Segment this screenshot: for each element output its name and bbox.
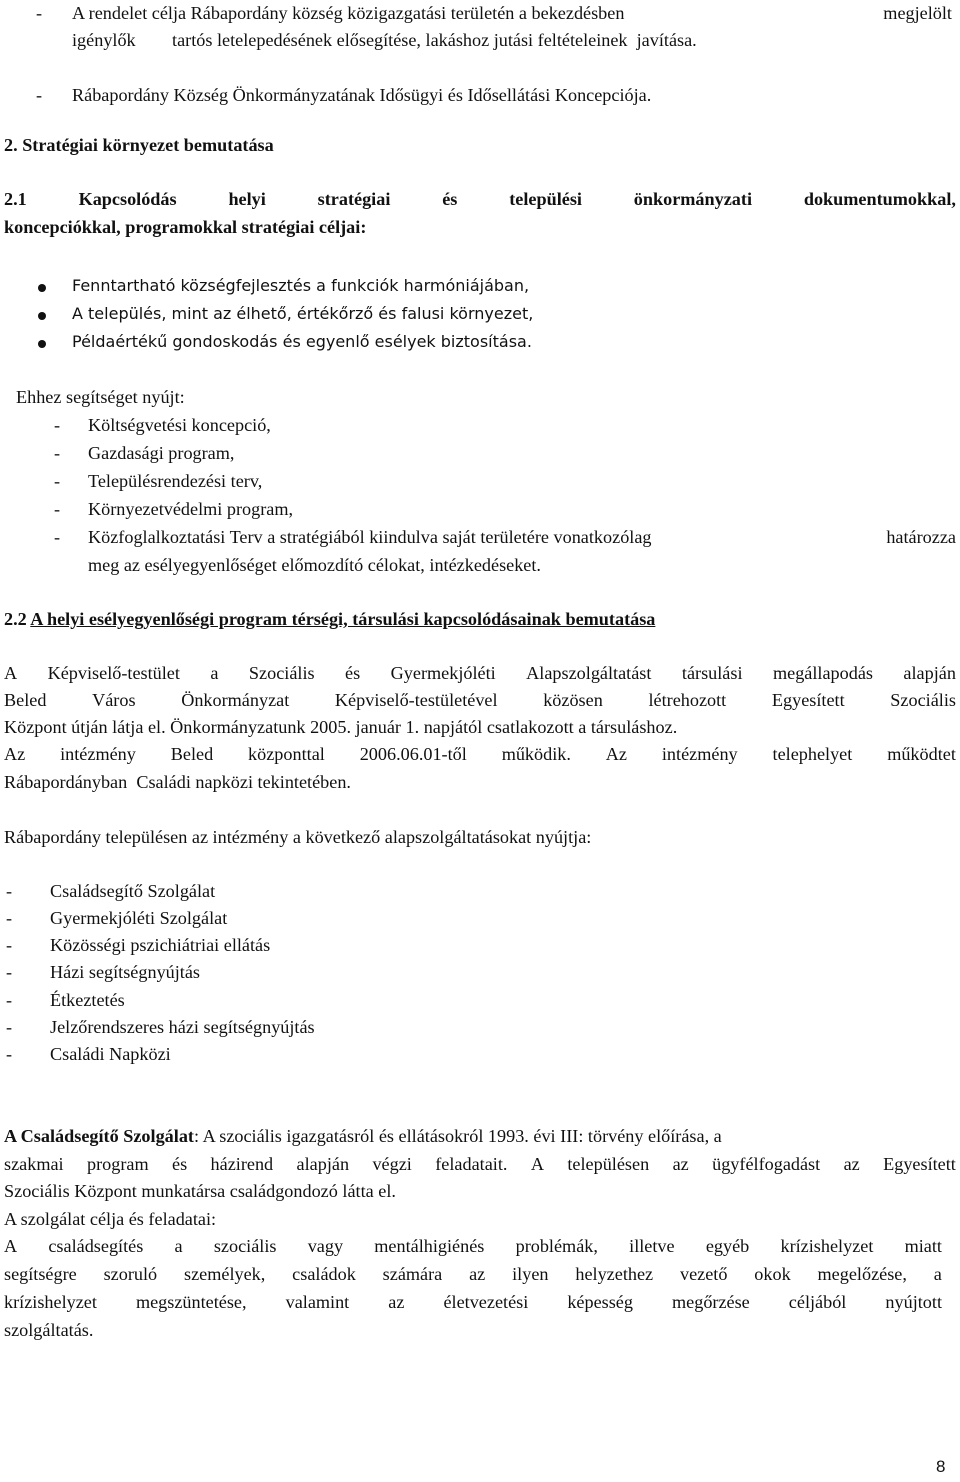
help-item: Környezetvédelmi program, bbox=[88, 499, 294, 519]
paragraph-line bbox=[4, 1265, 942, 1283]
dash: - bbox=[6, 881, 13, 901]
word: alapján bbox=[903, 663, 956, 683]
heading-word: dokumentumokkal, bbox=[803, 189, 956, 209]
dash: - bbox=[6, 990, 13, 1010]
heading-word: települési bbox=[509, 189, 582, 209]
word: ügyfélfogadást bbox=[712, 1154, 821, 1174]
word: problémák, bbox=[515, 1236, 598, 1256]
heading-word: stratégiai bbox=[317, 189, 391, 209]
word: Önkormányzat bbox=[181, 690, 290, 710]
word: miatt bbox=[904, 1236, 942, 1256]
word: az bbox=[388, 1292, 405, 1312]
paragraph-line bbox=[4, 1293, 942, 1311]
help-intro: Ehhez segítséget nyújt: bbox=[16, 387, 185, 407]
word: intézmény bbox=[60, 744, 136, 764]
service-item: Gyermekjóléti Szolgálat bbox=[50, 908, 228, 928]
word: Gyermekjóléti bbox=[390, 663, 496, 683]
word: képesség bbox=[567, 1292, 633, 1312]
word: Szociális bbox=[248, 663, 315, 683]
paragraph-line: Szociális Központ munkatársa családgondozó látta el. bbox=[4, 1181, 396, 1201]
service-item: Közösségi pszichiátriai ellátás bbox=[50, 935, 271, 955]
cs-term: A Családsegítő Szolgálat bbox=[4, 1126, 194, 1146]
dash: - bbox=[6, 935, 13, 955]
word: településen bbox=[567, 1154, 650, 1174]
help-item-5-line-2: meg az esélyegyenlőséget előmozdító célokat, intézkedéseket. bbox=[88, 555, 541, 575]
word: működtet bbox=[887, 744, 956, 764]
help-item-5-text-end: határozza bbox=[886, 527, 956, 547]
word: a bbox=[210, 663, 219, 683]
paragraph-line: Rábapordányban Családi napközi tekintetében. bbox=[4, 772, 351, 792]
word: telephelyet bbox=[772, 744, 853, 764]
heading-word: Kapcsolódás bbox=[78, 189, 177, 209]
word: A bbox=[4, 663, 18, 683]
bullet-item: Példaértékű gondoskodás és egyenlő esélyek biztosítása. bbox=[72, 332, 532, 351]
help-item-5-text: Közfoglalkoztatási Terv a stratégiából kiindulva saját területére vonatkozólag bbox=[88, 527, 652, 547]
word: Szociális bbox=[890, 690, 956, 710]
word: krízishelyzet bbox=[4, 1292, 97, 1312]
service-item: Jelzőrendszeres házi segítségnyújtás bbox=[50, 1017, 315, 1037]
page-number: 8 bbox=[936, 1457, 946, 1476]
word: Város bbox=[92, 690, 136, 710]
section-2-heading: 2. Stratégiai környezet bemutatása bbox=[4, 135, 274, 155]
word: intézmény bbox=[661, 744, 738, 764]
dash: - bbox=[6, 962, 13, 982]
word: központtal bbox=[248, 744, 325, 764]
word: ilyen bbox=[512, 1264, 549, 1284]
service-item: Családsegítő Szolgálat bbox=[50, 881, 216, 901]
word: szakmai bbox=[4, 1154, 64, 1174]
help-item: Gazdasági program, bbox=[88, 443, 235, 463]
word: A bbox=[4, 1236, 18, 1256]
word: a bbox=[933, 1264, 942, 1284]
word: Az bbox=[4, 744, 26, 764]
word: Beled bbox=[4, 690, 47, 710]
word: házirend bbox=[210, 1154, 274, 1174]
dash: - bbox=[54, 443, 61, 463]
word: segítségre bbox=[4, 1264, 77, 1284]
word: az bbox=[672, 1154, 689, 1174]
bullet-icon bbox=[38, 312, 46, 320]
subsection-2-1-heading-line-2: koncepciókkal, programokkal stratégiai céljai: bbox=[4, 217, 367, 237]
goal-intro: A szolgálat célja és feladatai: bbox=[4, 1209, 217, 1229]
heading-word: helyi bbox=[228, 189, 266, 209]
intro-item-1-line-2: igénylők tartós letelepedésének elősegítése, lakáshoz jutási feltételeinek javítása. bbox=[72, 30, 697, 50]
dash: - bbox=[54, 415, 61, 435]
paragraph-line: szolgáltatás. bbox=[4, 1320, 94, 1340]
word: valamint bbox=[285, 1292, 350, 1312]
word: A bbox=[530, 1154, 544, 1174]
dash: - bbox=[54, 499, 61, 519]
word: Képviselő-testületével bbox=[334, 690, 498, 710]
word: megőrzése bbox=[672, 1292, 750, 1312]
paragraph-line bbox=[4, 664, 956, 682]
word: illetve bbox=[629, 1236, 675, 1256]
word: és bbox=[345, 663, 361, 683]
word: létrehozott bbox=[648, 690, 727, 710]
dash: - bbox=[54, 471, 61, 491]
word: szociális bbox=[213, 1236, 277, 1256]
word: vagy bbox=[307, 1236, 344, 1256]
word: krízishelyzet bbox=[780, 1236, 874, 1256]
word: nyújtott bbox=[885, 1292, 942, 1312]
word: családok bbox=[292, 1264, 356, 1284]
dash: - bbox=[6, 1044, 13, 1064]
word: személyek, bbox=[184, 1264, 266, 1284]
word: 2006.06.01-től bbox=[359, 744, 467, 764]
intro-dash-2: - bbox=[36, 85, 43, 105]
word: Egyesített bbox=[883, 1154, 956, 1174]
subsection-2-2-title: A helyi esélyegyenlőségi program térségi, társulási kapcsolódásainak bemutatása bbox=[30, 609, 656, 629]
bullet-icon bbox=[38, 340, 46, 348]
word: Alapszolgáltatást bbox=[526, 663, 652, 683]
intro-item-1-line-1 bbox=[72, 4, 952, 22]
word: Egyesített bbox=[771, 690, 845, 710]
word: társulási bbox=[681, 663, 743, 683]
paragraph-line bbox=[4, 691, 956, 709]
bullet-icon bbox=[38, 284, 46, 292]
subsection-2-1-heading bbox=[4, 190, 956, 208]
help-item: Településrendezési terv, bbox=[88, 471, 263, 491]
service-item: Családi Napközi bbox=[50, 1044, 171, 1064]
word: megállapodás bbox=[772, 663, 873, 683]
service-item: Étkeztetés bbox=[50, 990, 125, 1010]
help-item: Költségvetési koncepció, bbox=[88, 415, 271, 435]
word: a bbox=[174, 1236, 183, 1256]
word: helyzethez bbox=[575, 1264, 654, 1284]
subsection-2-2-number: 2.2 bbox=[4, 609, 27, 629]
word: az bbox=[843, 1154, 860, 1174]
word: Az bbox=[605, 744, 627, 764]
word: működik. bbox=[501, 744, 571, 764]
subsection-2-2-heading bbox=[4, 610, 655, 628]
word: okok bbox=[754, 1264, 791, 1284]
bullet-item: A település, mint az élhető, értékőrző és falusi környezet, bbox=[72, 304, 534, 323]
word: program bbox=[86, 1154, 149, 1174]
dash: - bbox=[54, 527, 61, 547]
dash: - bbox=[6, 908, 13, 928]
word: életvezetési bbox=[443, 1292, 529, 1312]
word: feladatait. bbox=[435, 1154, 508, 1174]
word: szoruló bbox=[103, 1264, 158, 1284]
paragraph-line: Központ útján látja el. Önkormányzatunk 2005. január 1. napjától csatlakozott a társuláshoz. bbox=[4, 717, 678, 737]
word: Képviselő-testület bbox=[47, 663, 180, 683]
intro-dash-1: - bbox=[36, 3, 43, 23]
heading-word: önkormányzati bbox=[633, 189, 752, 209]
cs-line-1 bbox=[4, 1127, 722, 1145]
intro-item-1-text: A rendelet célja Rábapordány község közigazgatási területén a bekezdésben bbox=[72, 3, 625, 23]
word: és bbox=[172, 1154, 188, 1174]
paragraph-line bbox=[4, 745, 956, 763]
help-item-5-line-1 bbox=[88, 528, 956, 546]
word: egyéb bbox=[705, 1236, 750, 1256]
heading-word: 2.1 bbox=[4, 189, 27, 209]
word: családsegítés bbox=[48, 1236, 144, 1256]
paragraph-line bbox=[4, 1155, 956, 1173]
services-intro: Rábapordány településen az intézmény a következő alapszolgáltatásokat nyújtja: bbox=[4, 827, 592, 847]
word: vezető bbox=[679, 1264, 728, 1284]
word: Beled bbox=[170, 744, 214, 764]
dash: - bbox=[6, 1017, 13, 1037]
word: számára bbox=[382, 1264, 443, 1284]
word: megelőzése, bbox=[817, 1264, 907, 1284]
intro-item-2-text: Rábapordány Község Önkormányzatának Idősügyi és Idősellátási Koncepciója. bbox=[72, 85, 652, 105]
word: végzi bbox=[372, 1154, 412, 1174]
heading-word: és bbox=[442, 189, 458, 209]
word: mentálhigiénés bbox=[374, 1236, 485, 1256]
word: céljából bbox=[788, 1292, 847, 1312]
word: az bbox=[469, 1264, 486, 1284]
word: közösen bbox=[543, 690, 603, 710]
cs-line-1-rest: : A szociális igazgatásról és ellátásokról 1993. évi III: törvény előírása, a bbox=[193, 1126, 722, 1146]
bullet-item: Fenntartható községfejlesztés a funkciók harmóniájában, bbox=[72, 276, 530, 295]
service-item: Házi segítségnyújtás bbox=[50, 962, 201, 982]
intro-item-1-text-end: megjelölt bbox=[883, 3, 952, 23]
word: alapján bbox=[296, 1154, 350, 1174]
paragraph-line bbox=[4, 1237, 942, 1255]
word: megszüntetése, bbox=[135, 1292, 247, 1312]
